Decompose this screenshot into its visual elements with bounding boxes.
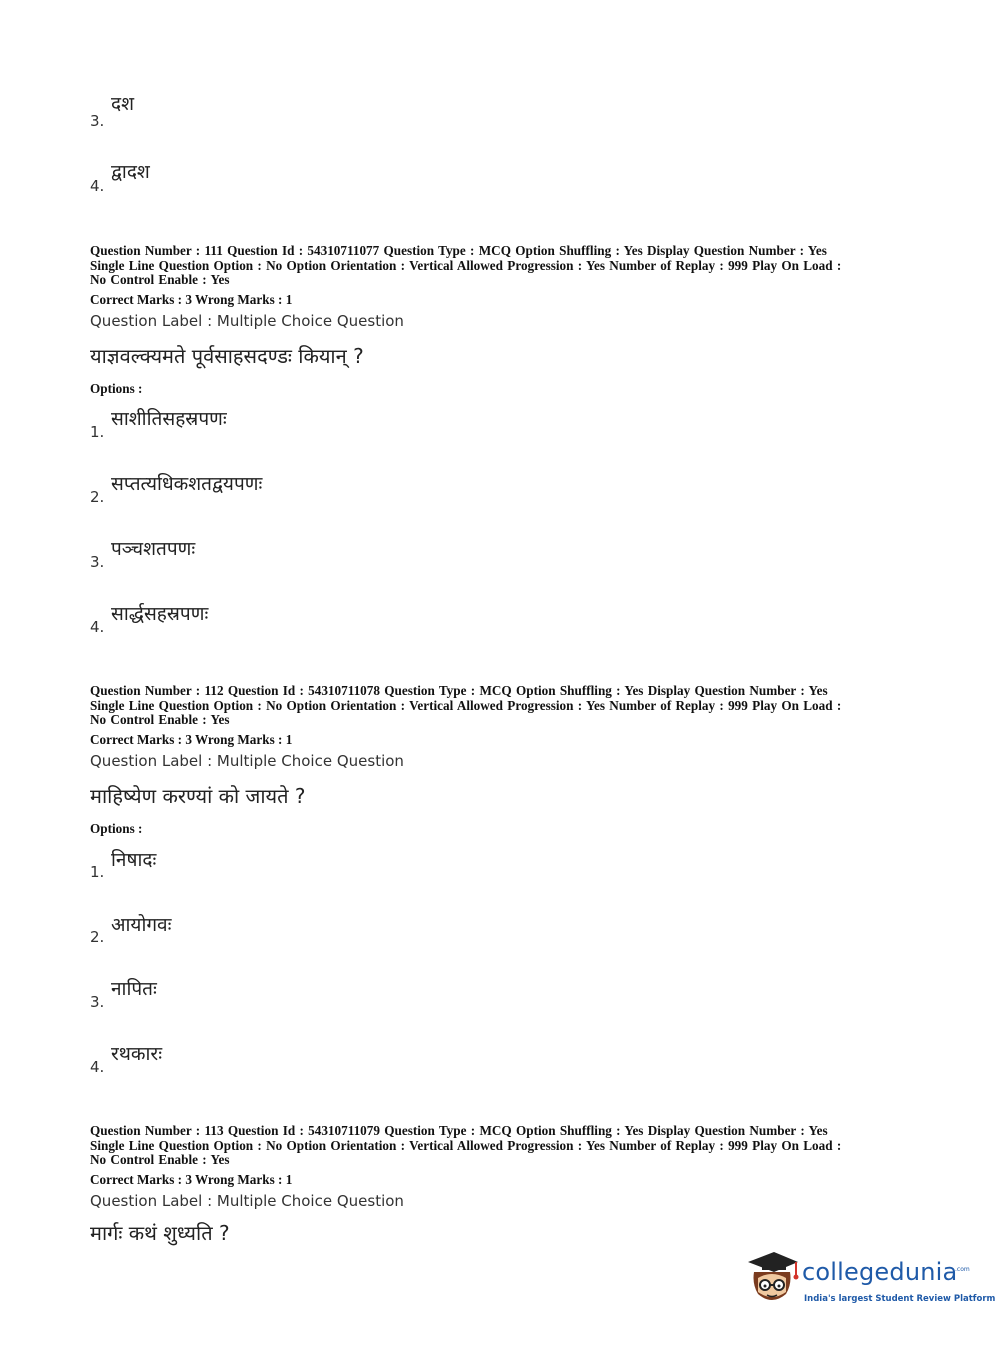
option-text: द्वादश	[111, 161, 150, 183]
option-number: 1.	[90, 863, 105, 881]
question-meta	[90, 684, 920, 728]
option-text[interactable]: सप्तत्यधिकशतद्वयपणः	[111, 473, 263, 495]
logo-dotcom: .com	[955, 1266, 970, 1273]
question-meta	[90, 244, 920, 288]
question-meta	[90, 1124, 920, 1168]
option-number: 4.	[90, 618, 105, 636]
option-text[interactable]: नापितः	[111, 978, 157, 1000]
option-number: 2.	[90, 488, 105, 506]
option-number: 3.	[90, 553, 105, 571]
option-text[interactable]: रथकारः	[111, 1043, 163, 1065]
question-label: Question Label : Multiple Choice Question	[90, 312, 404, 330]
option-text[interactable]: सार्द्धसहस्रपणः	[111, 603, 209, 625]
meta-line: Question Number : 113 Question Id : 54310711079 Question Type : MCQ Option Shuffling : Yes Display Question Number : Yes	[90, 1123, 828, 1138]
option-text: दश	[111, 93, 135, 115]
option-number: 4.	[90, 1058, 105, 1076]
option-number: 2.	[90, 928, 105, 946]
meta-line: Question Number : 112 Question Id : 54310711078 Question Type : MCQ Option Shuffling : Yes Display Question Number : Yes	[90, 683, 828, 698]
student-mascot-icon	[744, 1250, 800, 1308]
meta-line: Single Line Question Option : No Option Orientation : Vertical Allowed Progression : Yes Number of Replay : 999 Play On Load :	[90, 257, 842, 273]
options-heading: Options :	[90, 821, 143, 836]
option-text[interactable]: आयोगवः	[111, 914, 172, 936]
option-number: 3.	[90, 112, 105, 130]
question-marks: Correct Marks : 3 Wrong Marks : 1	[90, 1172, 293, 1187]
question-marks: Correct Marks : 3 Wrong Marks : 1	[90, 732, 293, 747]
logo-wordmark: collegedunia	[802, 1258, 958, 1286]
meta-line: No Control Enable : Yes	[90, 712, 230, 727]
question-text: माहिष्येण करण्यां को जायते ?	[90, 784, 306, 808]
meta-line: Single Line Question Option : No Option Orientation : Vertical Allowed Progression : Yes Number of Replay : 999 Play On Load :	[90, 1137, 842, 1153]
question-marks: Correct Marks : 3 Wrong Marks : 1	[90, 292, 293, 307]
collegedunia-logo[interactable]	[744, 1250, 996, 1312]
meta-line: Single Line Question Option : No Option Orientation : Vertical Allowed Progression : Yes Number of Replay : 999 Play On Load :	[90, 697, 842, 713]
option-number: 1.	[90, 423, 105, 441]
question-text: याज्ञवल्क्यमते पूर्वसाहसदण्डः कियान् ?	[90, 344, 364, 368]
question-label: Question Label : Multiple Choice Question	[90, 1192, 404, 1210]
option-number: 4.	[90, 177, 105, 195]
question-label: Question Label : Multiple Choice Question	[90, 752, 404, 770]
options-heading: Options :	[90, 381, 143, 396]
option-text[interactable]: पञ्चशतपणः	[111, 538, 196, 560]
option-number: 3.	[90, 993, 105, 1011]
meta-line: No Control Enable : Yes	[90, 272, 230, 287]
option-text[interactable]: निषादः	[111, 849, 157, 871]
question-text: मार्गः कथं शुध्यति ?	[90, 1221, 230, 1245]
meta-line: Question Number : 111 Question Id : 54310711077 Question Type : MCQ Option Shuffling : Yes Display Question Number : Yes	[90, 243, 827, 258]
logo-tagline: India's largest Student Review Platform	[804, 1294, 996, 1304]
meta-line: No Control Enable : Yes	[90, 1152, 230, 1167]
option-text[interactable]: साशीतिसहस्रपणः	[111, 408, 227, 430]
